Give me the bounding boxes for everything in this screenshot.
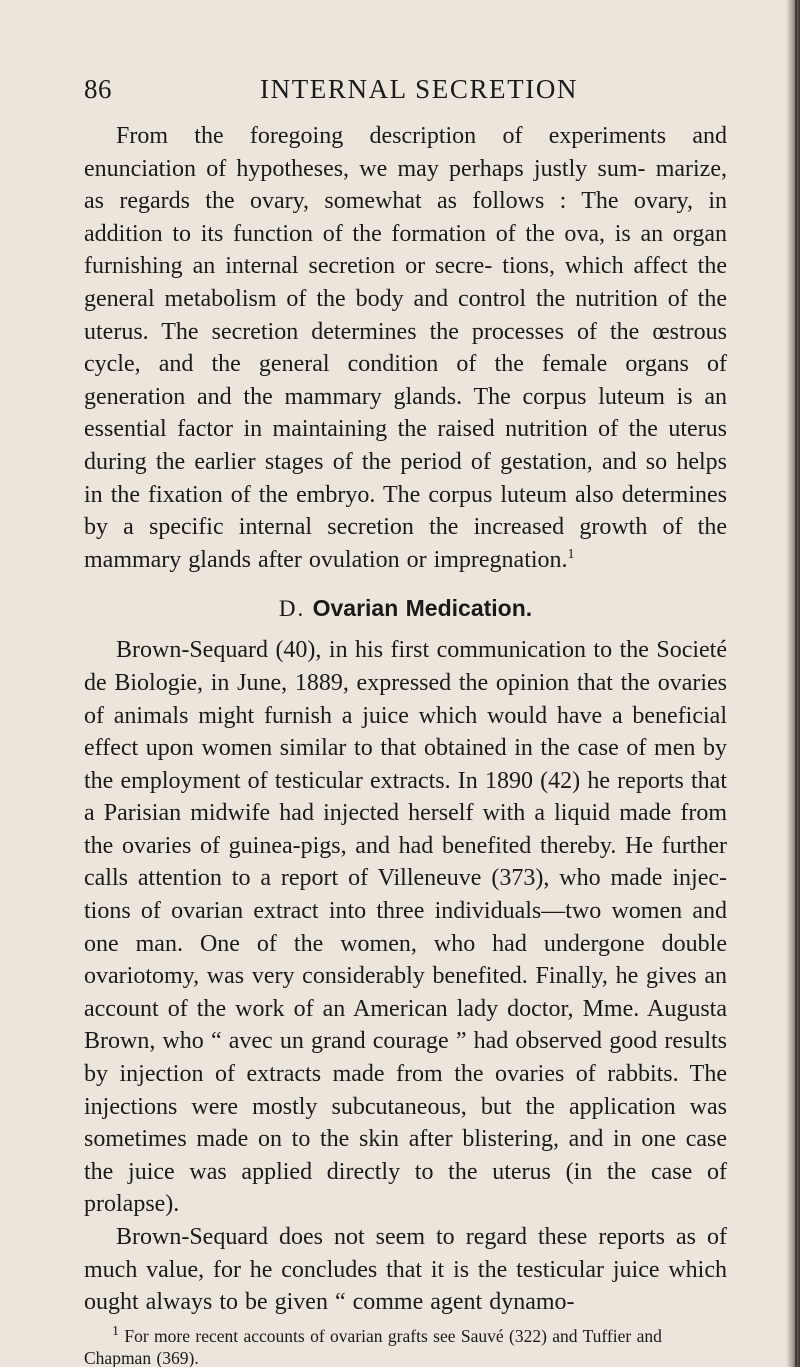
section-heading (84, 593, 727, 624)
section-letter: D. (278, 596, 306, 622)
page-number: 86 (84, 74, 112, 104)
footnote-marker: 1 (112, 1323, 119, 1339)
running-head: INTERNAL SECRETION (260, 74, 579, 104)
page-edge-shadow (786, 0, 800, 1367)
paragraph-brown-sequard-1: Brown-Sequard (40), in his first communication to the Societé de Biologie, in June, 1889, expressed the opinion that the ovaries of animals might furnish a juice which would have a beneficial effect upon women similar to that obtained in the case of men by the employment of testicular extracts. In 1890 (42) he reports that a Parisian midwife had injected herself with a liquid made from the ovaries of guinea-pigs, and had benefited thereby. He further calls attention to a report of Villeneuve (373), who made injec- tions of ovarian extract into three individuals—two women and one man. One of the women, who had undergone double ovariotomy, was very considerably benefited. Finally, he gives an account of the work of an American lady doctor, Mme. Augusta Brown, who “ avec un grand courage ” had observed good results by injection of extracts made from the ovaries of rabbits. The injections were mostly subcutaneous, but the application was sometimes made on to the skin after blistering, and in one case the juice was applied directly to the uterus (in the case of prolapse). (84, 637, 727, 1218)
page-header (84, 74, 724, 108)
paragraph-summary (84, 120, 727, 576)
paragraph-brown-sequard-2: Brown-Sequard does not seem to regard these reports as of much value, for he concludes that it is the testicular juice which ought always to be given “ comme agent dynamo- (84, 1224, 727, 1316)
footnote-text: For more recent accounts of ovarian grafts see Sauvé (322) and Tuffier and Chapman (369). (84, 1325, 662, 1367)
footnote-ref: 1 (567, 546, 575, 562)
page-body (84, 120, 727, 1367)
paragraph-summary-text: From the foregoing description of experiments and enunciation of hypotheses, we may perhaps justly sum- marize, as regards the ovary, somewhat as follows : The ovary, in addition to its function of the formation of the ova, is an organ furnishing an internal secretion or secre- tions, which affect the general metabolism of the body and control the nutrition of the uterus. The secretion determines the processes of the œstrous cycle, and the general condition of the female organs of generation and the mammary glands. The corpus luteum is an essential factor in maintaining the raised nutrition of the uterus during the earlier stages of the period of gestation, and so helps in the fixation of the embryo. The corpus luteum also determines by a specific internal secretion the increased growth of the mammary glands after ovulation or impregnation. (84, 123, 727, 573)
section-title: Ovarian Medication. (312, 595, 533, 622)
footnote (84, 1325, 727, 1367)
page-edge-line (795, 0, 797, 1367)
